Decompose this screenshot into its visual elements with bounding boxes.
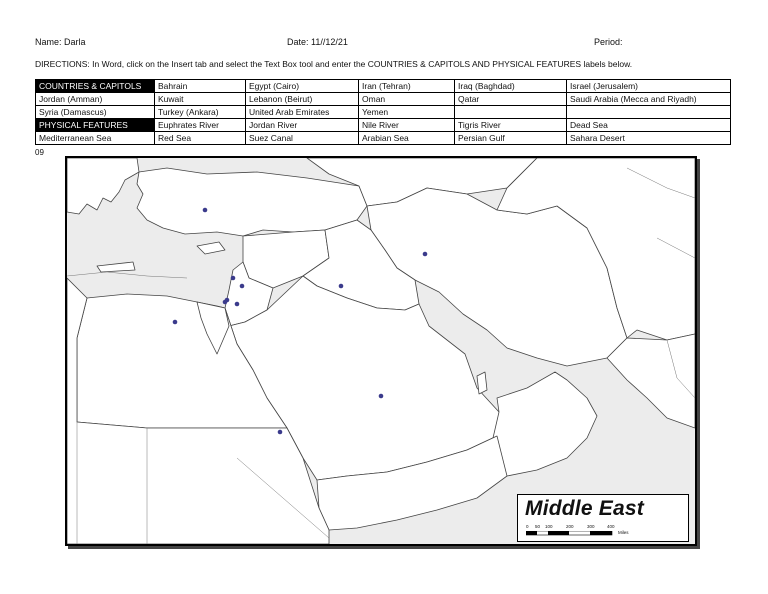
table-cell: Israel (Jerusalem)	[567, 80, 731, 93]
scale-label: 50	[535, 524, 541, 529]
scale-label: 400	[607, 524, 615, 529]
table-cell: Jordan River	[246, 119, 359, 132]
table-cell: COUNTRIES & CAPITOLS	[36, 80, 155, 93]
table-cell: Yemen	[359, 106, 455, 119]
table-cell: Lebanon (Beirut)	[246, 93, 359, 106]
land-qatar	[477, 372, 487, 394]
capital-dot	[278, 430, 283, 435]
table-cell: Saudi Arabia (Mecca and Riyadh)	[567, 93, 731, 106]
table-cell: Turkey (Ankara)	[155, 106, 246, 119]
table-cell: Nile River	[359, 119, 455, 132]
name-field: Name: Darla	[35, 37, 86, 47]
table-cell: Oman	[359, 93, 455, 106]
table-cell: Syria (Damascus)	[36, 106, 155, 119]
table-cell: Euphrates River	[155, 119, 246, 132]
capital-dot	[423, 252, 428, 257]
map-title: Middle East	[525, 497, 644, 520]
table-cell: Kuwait	[155, 93, 246, 106]
directions-text: DIRECTIONS: In Word, click on the Insert tab and select the Text Box tool and enter the COUNTRIES & CAPITOLS AND PHYSICAL FEATURES labels below.	[35, 59, 633, 69]
table-cell: Mediterranean Sea	[36, 132, 155, 145]
scale-unit: Miles	[618, 530, 629, 535]
capital-dot	[173, 320, 178, 325]
table-cell: Sahara Desert	[567, 132, 731, 145]
table-cell: PHYSICAL FEATURES	[36, 119, 155, 132]
table-cell	[455, 106, 567, 119]
middle-east-map	[65, 156, 697, 546]
scale-label: 200	[566, 524, 574, 529]
table-cell: Tigris River	[455, 119, 567, 132]
map-graphic	[67, 158, 695, 544]
scale-label: 100	[545, 524, 553, 529]
table-cell: Egypt (Cairo)	[246, 80, 359, 93]
scale-label: 0	[526, 524, 529, 529]
table-cell	[567, 106, 731, 119]
scale-label: 300	[587, 524, 595, 529]
table-row	[36, 132, 731, 145]
table-cell: United Arab Emirates	[246, 106, 359, 119]
scale-bar	[526, 531, 616, 537]
labels-table	[35, 79, 731, 145]
table-cell: Arabian Sea	[359, 132, 455, 145]
table-cell: Iraq (Baghdad)	[455, 80, 567, 93]
table-row	[36, 80, 731, 93]
table-cell: Bahrain	[155, 80, 246, 93]
page-number: 09	[35, 148, 44, 157]
table-cell: Persian Gulf	[455, 132, 567, 145]
table-row	[36, 93, 731, 106]
table-cell: Dead Sea	[567, 119, 731, 132]
capital-dot	[231, 276, 236, 281]
table-cell: Jordan (Amman)	[36, 93, 155, 106]
table-row	[36, 119, 731, 132]
capital-dot	[339, 284, 344, 289]
capital-dot	[223, 300, 228, 305]
capital-dot	[379, 394, 384, 399]
map-legend	[517, 494, 689, 542]
period-field: Period:	[594, 37, 623, 47]
date-field: Date: 11//12/21	[287, 37, 348, 47]
table-cell: Red Sea	[155, 132, 246, 145]
capital-dot	[240, 284, 245, 289]
capital-dot	[203, 208, 208, 213]
table-cell: Qatar	[455, 93, 567, 106]
table-cell: Suez Canal	[246, 132, 359, 145]
table-cell: Iran (Tehran)	[359, 80, 455, 93]
table-row	[36, 106, 731, 119]
capital-dot	[235, 302, 240, 307]
